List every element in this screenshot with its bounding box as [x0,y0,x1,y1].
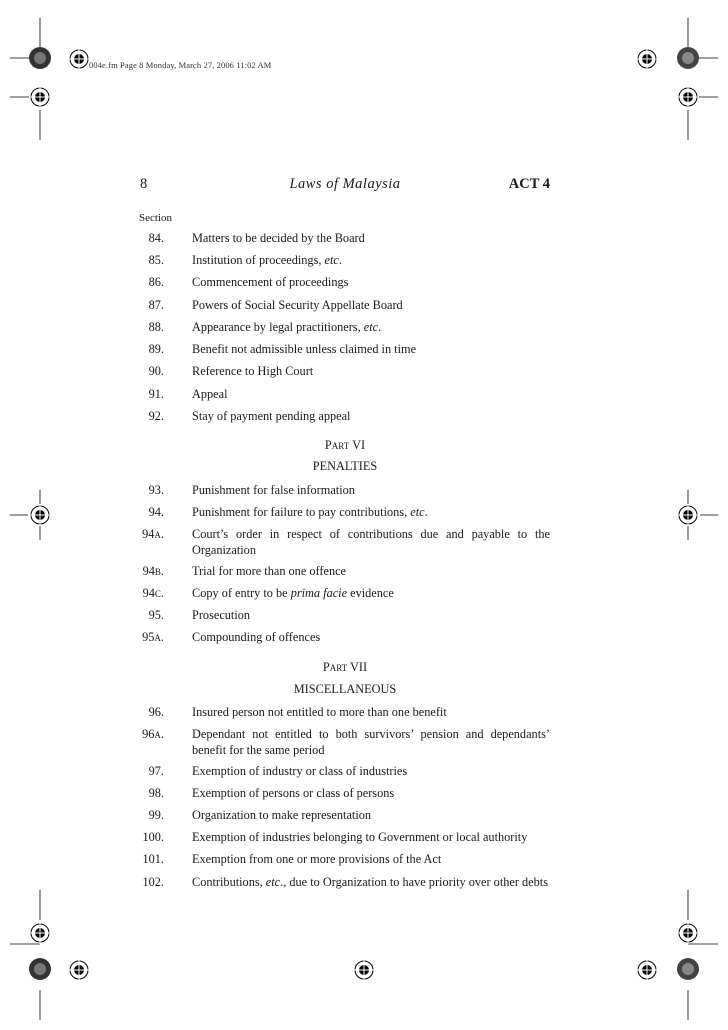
italic-term: etc [324,253,339,267]
section-number: 100. [142,830,164,844]
part-word: art [329,660,348,674]
section-title: Court’s order in respect of contributions due and payable to the Organization [192,527,550,557]
section-number: 96. [148,705,164,719]
section-title: Trial for more than one offence [192,564,347,578]
section-number: 98. [148,786,164,800]
section-title: Insured person not entitled to more than one benefit [192,705,447,719]
section-number: 94. [148,505,164,519]
section-number: 102. [142,875,164,889]
registration-mark-icon [29,86,51,108]
italic-term: etc [363,320,379,334]
section-number: 88. [148,320,164,334]
section-number: 101. [142,852,164,866]
section-suffix: a [154,727,161,741]
section-number: 93. [148,483,164,497]
section-number: 86. [148,275,164,289]
running-header [140,176,550,196]
section-title: Stay of payment pending appeal [192,409,351,423]
section-title: Contributions, etc., due to Organization to have priority over other debts [192,875,548,889]
registration-mark-icon [677,922,699,944]
section-number: 96a. [142,727,164,741]
registration-mark-icon [29,504,51,526]
part-word: art [331,438,350,452]
section-title: Prosecution [192,608,251,622]
star-target-icon [28,46,52,70]
italic-term: etc [410,505,425,519]
section-title: Powers of Social Security Appellate Board [192,298,403,312]
section-title: Compounding of offences [192,630,321,644]
section-title: Appeal [192,387,228,401]
section-title: Commencement of proceedings [192,275,349,289]
star-target-icon [676,957,700,981]
section-title: Exemption of persons or class of persons [192,786,395,800]
star-target-icon [28,957,52,981]
section-number: 85. [148,253,164,267]
section-number: 95a. [142,630,164,644]
section-title: Organization to make representation [192,808,372,822]
section-number: 94c. [142,586,164,600]
star-target-icon [676,46,700,70]
section-number: 90. [148,364,164,378]
section-number: 95. [148,608,164,622]
act-label: ACT 4 [508,176,550,192]
section-title: Exemption of industries belonging to Government or local authority [192,830,528,844]
section-suffix: b [154,564,161,578]
section-suffix: c [154,586,161,600]
registration-mark-icon [68,959,90,981]
section-number: 97. [148,764,164,778]
section-title: Matters to be decided by the Board [192,231,365,245]
italic-term: etc [265,875,281,889]
section-title: Exemption of industry or class of industries [192,764,408,778]
part-title: Part VII [322,660,368,674]
section-title: Exemption from one or more provisions of the Act [192,852,442,866]
registration-mark-icon [636,48,658,70]
section-suffix: a [154,630,161,644]
section-title: Institution of proceedings, etc. [192,253,342,267]
section-title: Benefit not admissible unless claimed in time [192,342,417,356]
section-title: Punishment for failure to pay contributions, etc. [192,505,428,519]
section-number: 91. [148,387,164,401]
page-title: Laws of Malaysia [289,176,401,192]
registration-mark-icon [636,959,658,981]
part-heading: MISCELLANEOUS [293,682,397,696]
print-slug: 004e.fm Page 8 Monday, March 27, 2006 11:02 AM [89,60,272,70]
section-title: Dependant not entitled to both survivors’ pension and dependants’ benefit for the same period [192,727,550,757]
registration-mark-icon [353,959,375,981]
registration-mark-icon [677,504,699,526]
section-number: 92. [148,409,164,423]
italic-term: prima facie [290,586,348,600]
section-title: Punishment for false information [192,483,355,497]
section-number: 87. [148,298,164,312]
section-label: Section [139,212,172,224]
part-heading: PENALTIES [312,459,378,473]
page-number: 8 [140,176,148,192]
part-title: Part VI [324,438,366,452]
registration-mark-icon [677,86,699,108]
section-title: Reference to High Court [192,364,314,378]
registration-mark-icon [29,922,51,944]
section-number: 89. [148,342,164,356]
registration-mark-icon [68,48,90,70]
section-title: Copy of entry to be prima facie evidence [192,586,394,600]
section-number: 84. [148,231,164,245]
section-number: 94b. [142,564,164,578]
section-number: 99. [148,808,164,822]
section-number: 94a. [142,527,164,541]
section-title: Appearance by legal practitioners, etc. [192,320,382,334]
section-suffix: a [154,527,161,541]
